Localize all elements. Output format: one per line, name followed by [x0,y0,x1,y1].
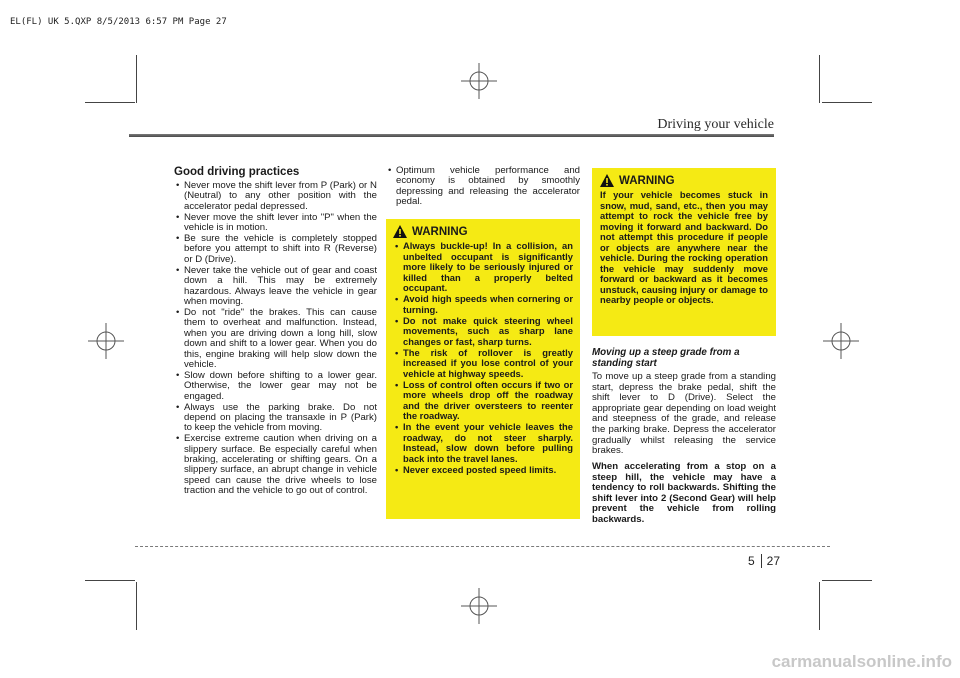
warning-list [393,241,573,475]
warning-title [600,174,768,187]
list-item: • Never exceed posted speed limits. [393,465,573,476]
list-item: • Never move the shift lever into "P" when the vehicle is in motion. [174,213,377,234]
list-item: • In the event your vehicle leaves the roadway, do not steer sharply. Instead, slow down before pulling back into the travel lanes. [393,422,573,464]
footer-rule [135,546,830,547]
section-title: Driving your vehicle [657,117,774,132]
list-item: • Do not make quick steering wheel movements, such as sharp lane changes or fast, sharp turns. [393,316,573,348]
crop-mark [822,102,872,103]
warning-box [386,219,580,519]
body-paragraph-bold: When accelerating from a stop on a steep hill, the vehicle may have a tendency to roll backwards. Shifting the shift lever into 2 (Second Gear) will help prevent the vehicle from rolling backwards. [592,461,776,525]
warning-text: If your vehicle becomes stuck in snow, mud, sand, etc., then you may attempt to rock the vehicle free by moving it forward and backward. Do not attempt this procedure if people or objects are anywhere near the vehicle. During the rocking operation the vehicle may suddenly move forward or backward as it becomes unstuck, causing injury or damage to nearby people or objects. [600,189,768,305]
header-rule [129,134,774,137]
list-item: • Always use the parking brake. Do not depend on placing the transaxle in P (Park) to keep the vehicle from moving. [174,403,377,434]
column-left [174,166,377,497]
column-middle [386,166,580,208]
list-item: • Be sure the vehicle is completely stopped before you attempt to shift into R (Reverse) or D (Drive). [174,234,377,265]
list-item: • Loss of control often occurs if two or more wheels drop off the roadway and the driver oversteers to reenter the roadway. [393,380,573,422]
crop-mark [819,582,820,630]
crop-mark [85,102,135,103]
crop-mark [85,580,135,581]
warning-triangle-icon [600,174,614,187]
subsection-heading: Moving up a steep grade from a standing start [592,347,740,369]
crop-mark [819,55,820,103]
warning-box [592,168,776,336]
print-slug: EL(FL) UK 5.QXP 8/5/2013 6:57 PM Page 27 [10,17,227,27]
registration-mark-icon [461,588,497,624]
list-item: • Never move the shift lever from P (Park) or N (Neutral) to any other position with the accelerator pedal depressed. [174,181,377,212]
list-item: • Do not "ride" the brakes. This can cause them to overheat and malfunction. Instead, when you are driving down a long hill, slow down and shift to a lower gear. When you do this, engine braking will help slow down the vehicle. [174,308,377,370]
list-item: • The risk of rollover is greatly increased if you lose control of your vehicle at highway speeds. [393,348,573,380]
body-paragraph: To move up a steep grade from a standing start, depress the brake pedal, shift the shift lever to D (Drive). Select the appropriate gear depending on load weight and steepness of the grade, and release the parking brake. Depress the accelerator gradually whilst releasing the service brakes. [592,371,776,457]
watermark[interactable]: carmanualsonline.info [771,652,952,671]
list-item: • Optimum vehicle performance and economy is obtained by smoothly depressing and releasing the accelerator pedal. [386,166,580,208]
registration-mark-icon [88,323,124,359]
page-number [748,554,780,568]
section-heading: Good driving practices [174,166,300,178]
list-item: • Always buckle-up! In a collision, an unbelted occupant is significantly more likely to be seriously injured or killed than a properly belted occupant. [393,241,573,294]
list-item: • Avoid high speeds when cornering or turning. [393,294,573,315]
crop-mark [136,582,137,630]
list-item: • Never take the vehicle out of gear and coast down a hill. This may be extremely hazardous. Always leave the vehicle in gear when moving. [174,266,377,308]
page-number-value: 27 [766,554,780,568]
bullet-list [174,181,377,497]
warning-title [393,225,573,238]
crop-mark [822,580,872,581]
list-item: • Slow down before shifting to a lower gear. Otherwise, the lower gear may not be engaged. [174,371,377,402]
warning-title-text: WARNING [412,225,468,238]
warning-title-text: WARNING [619,174,675,187]
registration-mark-icon [823,323,859,359]
chapter-number: 5 [748,554,762,568]
warning-triangle-icon [393,225,407,238]
list-item: • Exercise extreme caution when driving on a slippery surface. Be especially careful when braking, accelerating or shifting gears. On a slippery surface, an abrupt change in vehicle speed can cause the drive wheels to lose traction and the vehicle to go out of control. [174,434,377,496]
bullet-list [386,166,580,208]
registration-mark-icon [461,63,497,99]
crop-mark [136,55,137,103]
